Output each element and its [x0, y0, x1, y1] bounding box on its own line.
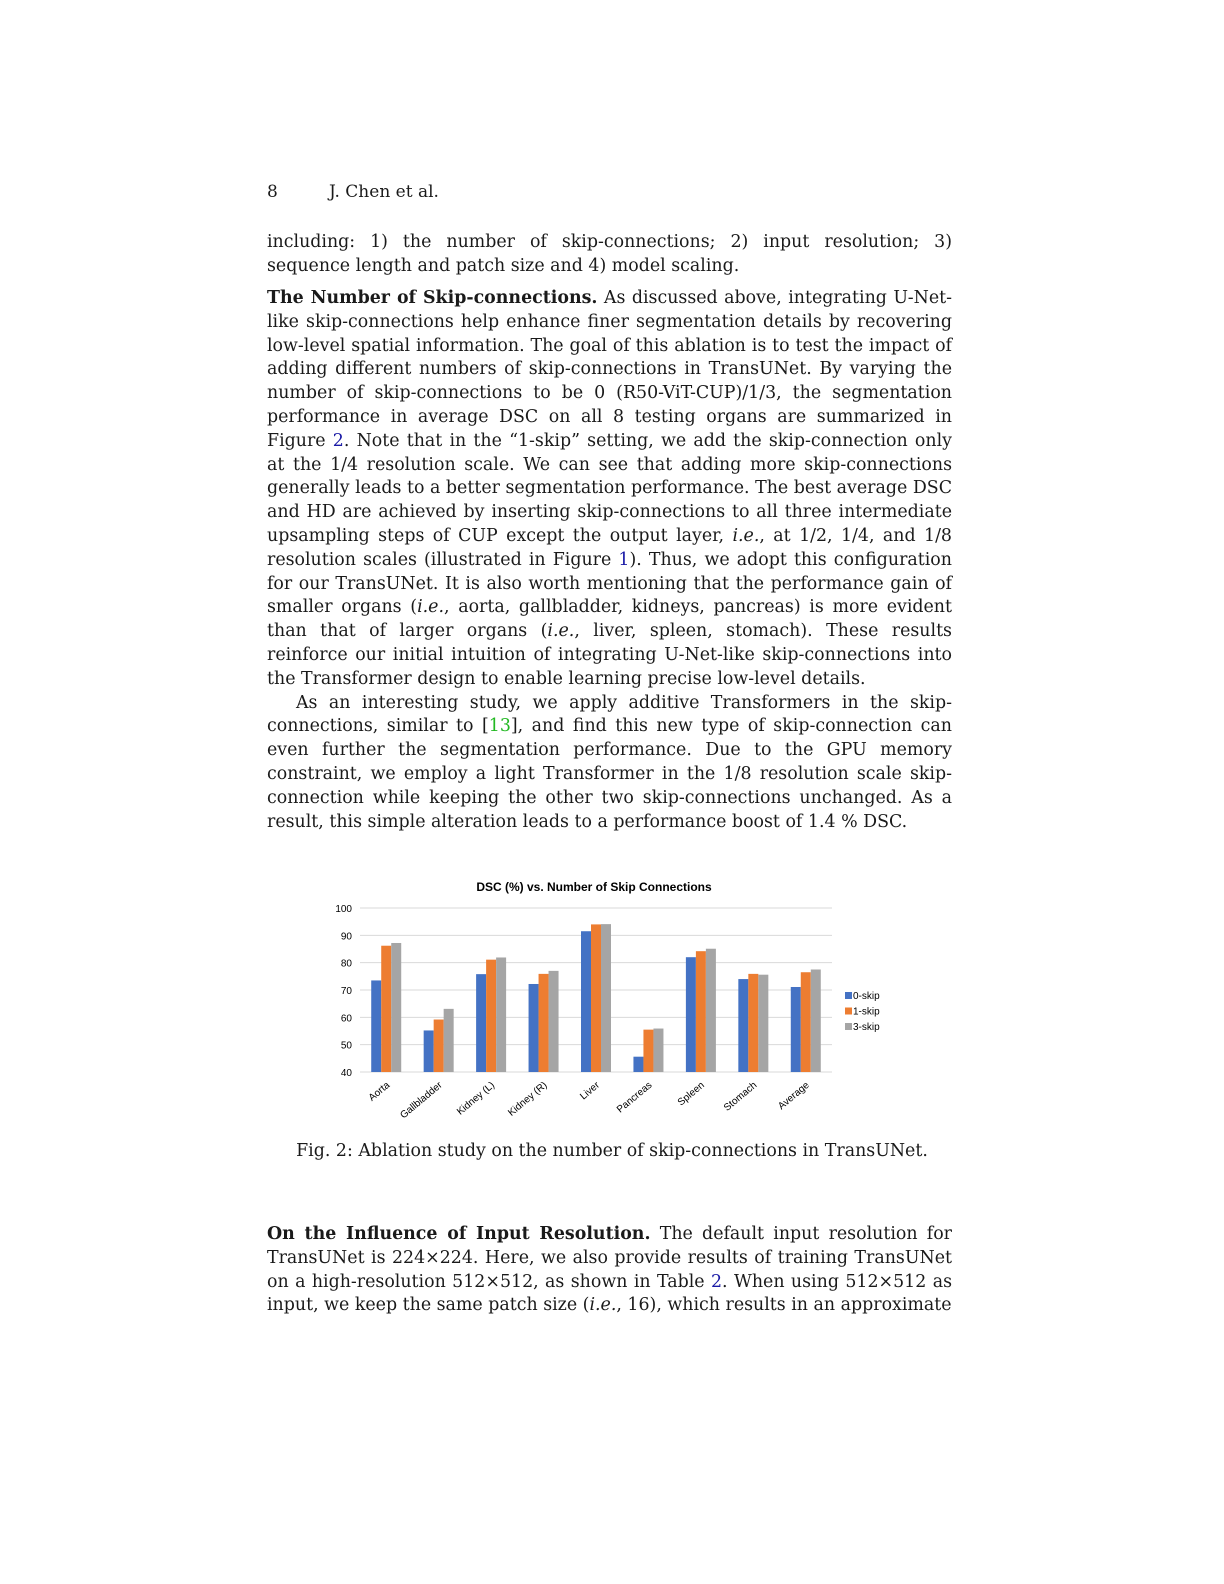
- bar-0-skip-aorta: [371, 980, 381, 1072]
- citation-13-link[interactable]: 13: [488, 716, 511, 737]
- figure-2: [300, 872, 900, 1132]
- chart-legend: [845, 991, 880, 1033]
- italic-ie: i.e.: [417, 597, 444, 618]
- chart-bars: [371, 924, 821, 1072]
- bar-3-skip-kidney-l-: [496, 957, 506, 1072]
- text-run: , aorta, gallbladder, kidneys, pancreas) is more evident than that of larger organs (: [267, 597, 952, 642]
- x-tick-label: Kidney (R): [506, 1079, 550, 1119]
- bar-1-skip-pancreas: [643, 1030, 653, 1072]
- bar-0-skip-pancreas: [633, 1057, 643, 1072]
- y-tick-label: 60: [340, 1013, 352, 1025]
- section-heading-input-resolution: On the Influence of Input Resolution.: [267, 1224, 651, 1244]
- y-tick-label: 70: [340, 986, 352, 997]
- bar-3-skip-spleen: [706, 949, 716, 1072]
- legend-swatch: [845, 1023, 852, 1030]
- paragraph-intro-text: including: 1) the number of skip-connections; 2) input resolution; 3) sequence length and patch size and 4) model scaling.: [267, 232, 952, 276]
- x-tick-label: Stomach: [721, 1079, 760, 1114]
- bar-3-skip-stomach: [758, 975, 768, 1072]
- section-skip-connections: [267, 287, 952, 834]
- x-tick-label: Spleen: [675, 1079, 707, 1109]
- bar-1-skip-liver: [591, 924, 601, 1072]
- bar-3-skip-gallbladder: [444, 1009, 454, 1072]
- text-run: The default input resolution for TransUNet is 224×224. Here, we also provide results of training TransUNet on a high-resolution 512×512, as shown in Table: [267, 1224, 952, 1292]
- bar-0-skip-liver: [581, 931, 591, 1072]
- bar-0-skip-spleen: [686, 957, 696, 1072]
- legend-label: 3-skip: [853, 1022, 880, 1033]
- paragraph-skip-connections: [267, 287, 952, 692]
- text-run: , 16), which results in an approximate: [616, 1295, 952, 1316]
- bar-3-skip-average: [811, 970, 821, 1073]
- bar-3-skip-kidney-r-: [549, 971, 559, 1072]
- paragraph-intro: [267, 231, 952, 279]
- bar-0-skip-kidney-l-: [476, 974, 486, 1072]
- bar-3-skip-aorta: [391, 943, 401, 1072]
- bar-1-skip-aorta: [381, 946, 391, 1072]
- legend-swatch: [845, 992, 852, 999]
- italic-ie: i.e.: [732, 525, 760, 546]
- text-run: , liver, spleen, stomach). These results reinforce our initial intuition of integrating U-Net-like skip-connections into the Transformer design to enable learning precise low-level details.: [267, 621, 952, 689]
- bar-3-skip-pancreas: [653, 1029, 663, 1072]
- figure-caption: Fig. 2: Ablation study on the number of skip-connections in TransUNet.: [296, 1141, 928, 1161]
- figure-1-link[interactable]: 1: [618, 549, 630, 570]
- y-tick-label: 90: [340, 931, 352, 943]
- bar-3-skip-liver: [601, 924, 611, 1072]
- y-tick-label: 100: [335, 904, 352, 915]
- chart-title: DSC (%) vs. Number of Skip Connections: [476, 880, 712, 894]
- x-tick-label: Gallbladder: [398, 1079, 445, 1122]
- page-number: 8: [267, 182, 278, 202]
- y-axis-ticks: [335, 904, 352, 1079]
- y-tick-label: 40: [340, 1068, 352, 1079]
- text-run: . When using 512×512 as input, we keep the same patch size (: [267, 1271, 952, 1316]
- text-run: . Note that in the “1-skip” setting, we add the skip-connection only at the 1/4 resolution scale. We can see that adding more skip-connections generally leads to a better segmentation performance. The best average DSC and HD are achieved by inserting skip-connections to all three intermediate upsampling steps of CUP except the output layer,: [267, 430, 952, 546]
- text-run: , at 1/2, 1/4, and 1/8 resolution scales (illustrated in Figure: [267, 525, 952, 570]
- legend-label: 1-skip: [853, 1006, 880, 1018]
- text-run: ], and find this new type of skip-connection can even further the segmentation performance. Due to the GPU memory constraint, we employ a light Transformer in the 1/8 resolution scale skip-connection while keeping the other two skip-connections unchanged. As a result, this simple alteration leads to a performance boost of 1.4 % DSC.: [267, 716, 952, 832]
- bar-1-skip-kidney-r-: [539, 974, 549, 1072]
- text-run: As discussed above, integrating U-Net-like skip-connections help enhance finer segmentation details by recovering low-level spatial information. The goal of this ablation is to test the impact of adding different numbers of skip-connections in TransUNet. By varying the number of skip-connections to be 0 (R50-ViT-CUP)/1/3, the segmentation performance in average DSC on all 8 testing organs are summarized in Figure: [267, 288, 952, 451]
- legend-swatch: [845, 1008, 852, 1015]
- bar-0-skip-stomach: [738, 979, 748, 1072]
- x-tick-label: Average: [776, 1079, 812, 1113]
- bar-1-skip-gallbladder: [434, 1020, 444, 1072]
- bar-1-skip-spleen: [696, 951, 706, 1072]
- section-input-resolution: [267, 1223, 952, 1318]
- text-run: ). Thus, we adopt this configuration for our TransUNet. It is also worth mentioning that the performance gain of smaller organs (: [267, 549, 952, 618]
- skip-connections-bar-chart: [300, 872, 900, 1132]
- paragraph-additive-transformers: [267, 692, 952, 835]
- bar-1-skip-kidney-l-: [486, 960, 496, 1072]
- bar-1-skip-stomach: [748, 974, 758, 1072]
- bar-0-skip-kidney-r-: [529, 984, 539, 1072]
- x-tick-label: Aorta: [366, 1079, 393, 1104]
- x-axis-ticks: [367, 1079, 812, 1121]
- bar-1-skip-average: [801, 972, 811, 1072]
- y-tick-label: 50: [340, 1040, 352, 1052]
- legend-label: 0-skip: [853, 991, 880, 1002]
- running-title: J. Chen et al.: [329, 182, 439, 202]
- x-tick-label: Pancreas: [614, 1079, 655, 1116]
- y-tick-label: 80: [340, 958, 352, 970]
- x-tick-label: Kidney (L): [455, 1079, 498, 1118]
- italic-ie: i.e.: [589, 1295, 617, 1316]
- section-heading-skip-connections: The Number of Skip-connections.: [267, 288, 598, 308]
- table-2-link[interactable]: 2: [710, 1271, 723, 1292]
- bar-0-skip-average: [791, 987, 801, 1072]
- running-header: [267, 182, 439, 202]
- paragraph-input-resolution: [267, 1223, 952, 1318]
- x-tick-label: Liver: [578, 1079, 602, 1103]
- bar-0-skip-gallbladder: [424, 1030, 434, 1072]
- figure-2-link[interactable]: 2: [332, 430, 344, 451]
- italic-ie: i.e.: [547, 621, 575, 642]
- text-run: As an interesting study, we apply additive Transformers in the skip-connections, similar to [: [267, 692, 952, 737]
